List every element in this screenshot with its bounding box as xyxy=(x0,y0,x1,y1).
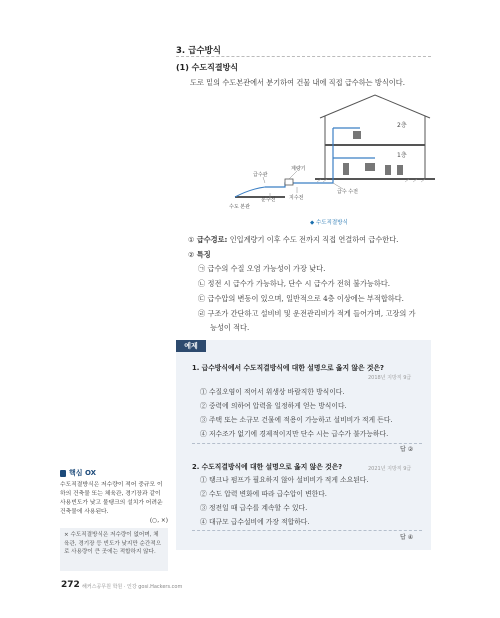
footer-text: 해커스공무원 학원 · 인강 gosi.Hackers.com xyxy=(82,584,183,590)
question-2-option: ④ 대규모 급수설비에 가장 적합하다. xyxy=(200,518,310,526)
example-tag: 예제 xyxy=(176,340,206,352)
floor1-label: 1층 xyxy=(397,152,407,159)
valve-label: 지수전 xyxy=(289,195,304,201)
ox-choice: (○, ×) xyxy=(149,518,168,524)
question-2-answer: 답 ④ xyxy=(400,534,414,541)
feature-item: ㉡ 정전 시 급수가 가능하나, 단수 시 급수가 전혀 불가능하다. xyxy=(198,279,391,288)
ox-sidebar xyxy=(60,468,168,526)
supply-pipe-label: 급수관 xyxy=(253,172,268,178)
question-2-source: 2021년 지방직 9급 xyxy=(368,466,412,472)
section-title: 3. 급수방식 xyxy=(176,46,221,56)
feature-item: ㉢ 급수압의 변동이 있으며, 일반적으로 4층 이상에는 부적합하다. xyxy=(198,294,404,303)
question-2-divider xyxy=(192,530,422,531)
question-1-option: ① 수질오염이 적어서 위생상 바람직한 방식이다. xyxy=(200,388,345,396)
meter-icon xyxy=(285,179,293,185)
water-supply-diagram xyxy=(225,93,435,233)
floor2-label: 2층 xyxy=(397,122,407,129)
feature-item: ㉣ 구조가 간단하고 설비비 및 운전관리비가 적게 들어가며, 고장의 가 xyxy=(198,309,416,318)
question-1-divider xyxy=(192,443,422,444)
item-features: ② 특징 xyxy=(188,250,211,259)
question-1-source: 2018년 지방직 9급 xyxy=(368,375,412,381)
intro-text: 도로 밑의 수도본관에서 분기하여 건물 내에 직접 급수하는 방식이다. xyxy=(190,78,405,87)
question-2-option: ① 탱크나 펌프가 필요하지 않아 설비비가 적게 소요된다. xyxy=(200,476,369,484)
ox-answer: × 수도직결방식은 저수량이 없어며, 체육관, 경기장 등 빈도가 낮지만 순간적으로 사용량이 큰 곳에는 적합하지 않다. xyxy=(64,532,162,555)
page-number: 272 xyxy=(61,580,80,590)
question-1-title: 1. 급수방식에서 수도직결방식에 대한 설명으로 옳지 않은 것은? xyxy=(192,364,384,372)
subsection-title: (1) 수도직결방식 xyxy=(176,63,239,72)
question-2-option: ③ 정전일 때 급수를 계속할 수 있다. xyxy=(200,504,308,512)
faucet-label: 급수 수전 xyxy=(337,189,358,195)
diagram-caption: ◆ 수도직결방식 xyxy=(310,220,348,226)
branch-valve-label: 분수전 xyxy=(261,197,276,203)
ox-title: 핵심 OX xyxy=(60,468,168,478)
question-1-answer: 답 ② xyxy=(400,446,414,453)
ox-answer-box xyxy=(60,528,168,571)
lock-icon xyxy=(60,470,66,477)
question-1-option: ③ 주택 또는 소규모 건물에 적용이 가능하고 설비비가 적게 든다. xyxy=(200,416,393,424)
question-2-option: ② 수도 압력 변화에 따라 급수압이 변한다. xyxy=(200,490,327,498)
diamond-bullet-icon: ◆ xyxy=(310,220,316,226)
water-main-label: 수도 본관 xyxy=(229,204,250,210)
question-2-title: 2. 수도직결방식에 대한 설명으로 옳지 않은 것은? xyxy=(192,463,343,471)
feature-item-continued: 능성이 적다. xyxy=(210,323,250,332)
item-route: ① 급수경로: 인입계량기 이후 수도 전까지 직접 연결하여 급수한다. xyxy=(188,235,399,244)
section-divider xyxy=(176,56,431,57)
meter-label: 계량기 xyxy=(291,166,306,172)
feature-item: ㉠ 급수의 수질 오염 가능성이 가장 낮다. xyxy=(198,264,326,273)
ox-body: 수도직결방식은 저수량이 적어 중규모 이하의 건축물 또는 체육관, 경기장과 같이 사용빈도가 낮고 물탱크의 설치가 어려운 건축물에 사용된다. (○, ×) xyxy=(60,482,168,524)
question-1-option: ④ 저수조가 없기에 경제적이지만 단수 시는 급수가 불가능하다. xyxy=(200,430,389,438)
question-1-option: ② 중력에 의하여 압력을 일정하게 얻는 방식이다. xyxy=(200,402,347,410)
